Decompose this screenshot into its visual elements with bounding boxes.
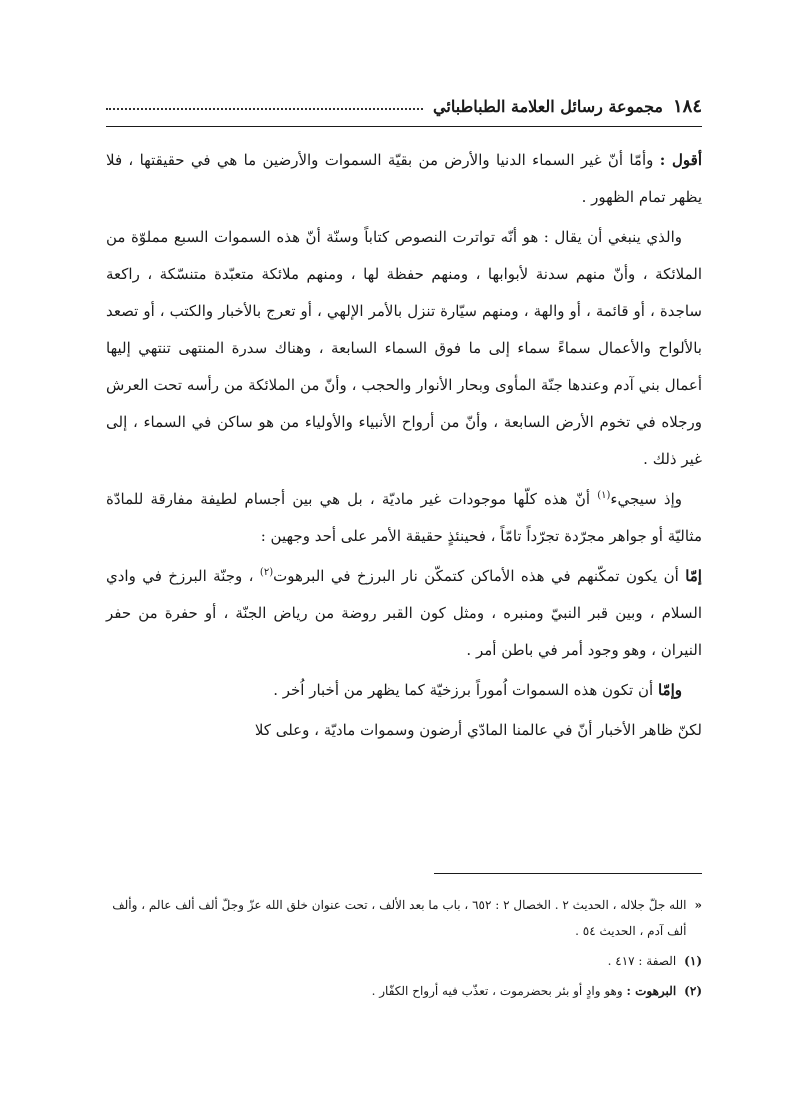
paragraph-3 bbox=[106, 481, 702, 555]
footnote-continued-mark: « bbox=[694, 898, 702, 912]
paragraph-1-lead: أقول : bbox=[659, 151, 702, 169]
footnotes bbox=[106, 892, 702, 1008]
running-header bbox=[106, 86, 702, 127]
paragraph-4-text-after: ، وجنّة البرزخ في وادي السلام ، وبين قبر النبيّ ومنبره ، ومثل كون القبر روضة من رياض الجنّة ، أو حفرة من حفر النيران ، وهو وجود أمر في باطن أمر . bbox=[106, 567, 703, 659]
footnote-1-text: الصفة : ٤١٧ . bbox=[607, 954, 677, 968]
paragraph-3-text-after: أنّ هذه كلّها موجودات غير ماديّة ، بل هي بين أجسام لطيفة مفارقة للمادّة مثاليّة أو جواهر مجرّدة تجرّداً تامّاً ، فحينئذٍ حقيقة الأمر على أحد وجهين : bbox=[106, 490, 702, 545]
footnote-2-mark: (٢) bbox=[684, 984, 702, 998]
footnote-1-mark: (١) bbox=[684, 954, 702, 968]
paragraph-5-lead: وإمّا bbox=[657, 681, 682, 699]
header-leader-dots bbox=[106, 108, 423, 110]
paragraph-3-text-before: وإذ سيجيء bbox=[610, 490, 682, 508]
paragraph-4 bbox=[106, 558, 702, 669]
footnote-2-body bbox=[106, 978, 676, 1004]
footnote-ref-1[interactable]: (١) bbox=[597, 490, 611, 501]
page-number: ١٨٤ bbox=[672, 95, 702, 117]
paragraph-1 bbox=[106, 142, 702, 216]
footnote-separator bbox=[434, 873, 702, 874]
paragraph-4-text-before: أن يكون تمكّنهم في هذه الأماكن كتمكّن نار البرزخ في البرهوت bbox=[273, 567, 679, 585]
footnote-2-term: البرهوت : bbox=[626, 984, 677, 998]
paragraph-2-text: والذي ينبغي أن يقال : هو أنّه تواترت النصوص كتاباً وسنّة أنّ هذه السموات السبع مملوّة من الملائكة ، وأنّ منهم سدنة لأبوابها ، ومنهم حفظة لها ، ومنهم ملائكة متعبّدة متنسّكة ، راكعة ساجدة ، أو قائمة ، أو والهة ، ومنهم سيّارة تنزل بالأمر الإلهي ، أو تعرج بالأخبار والكتب ، أو تصعد بالألواح والأعمال سماءً سماء إلى ما فوق السماء السابعة ، وهناك سدرة المنتهى تنتهي إليها أعمال بني آدم وعندها جنّة المأوى وبحار الأنوار والحجب ، وأنّ من الملائكة من رأسه تحت العرش ورجلاه في تخوم الأرض السابعة ، وأنّ من أرواح الأنبياء والأولياء من هو ساكن في السماء ، إلى غير ذلك . bbox=[106, 228, 702, 468]
paragraph-5 bbox=[106, 672, 702, 709]
paragraph-4-lead: إمّا bbox=[685, 567, 702, 585]
footnote-continued bbox=[106, 892, 702, 944]
paragraph-2 bbox=[106, 219, 702, 478]
paragraph-1-text: وأمّا أنّ غير السماء الدنيا والأرض من بقيّة السموات والأرضين ما هي في حقيقتها ، فلا يظهر تمام الظهور . bbox=[106, 151, 702, 206]
footnote-continued-text: الله جلّ جلاله ، الحديث ٢ . الخصال ٢ : ٦٥٢ ، باب ما بعد الألف ، تحت عنوان خلق الله عزّ وجلّ ألف ألف عالم ، وألف ألف آدم ، الحديث ٥٤ . bbox=[112, 898, 687, 938]
paragraph-5-text: أن تكون هذه السموات اُموراً برزخيّة كما يظهر من أخبار اُخر . bbox=[273, 681, 654, 699]
main-text bbox=[106, 142, 702, 752]
book-title: مجموعة رسائل العلامة الطباطبائي bbox=[433, 96, 663, 116]
footnote-2 bbox=[106, 978, 702, 1004]
footnote-2-text: وهو وادٍ أو بئر بحضرموت ، تعذّب فيه أرواح الكفّار . bbox=[371, 984, 623, 998]
footnote-1 bbox=[106, 948, 702, 974]
paragraph-6 bbox=[106, 712, 702, 749]
paragraph-6-text: لكنّ ظاهر الأخبار أنّ في عالمنا المادّي أرضون وسموات ماديّة ، وعلى كلا bbox=[254, 721, 702, 739]
footnote-ref-2[interactable]: (٢) bbox=[259, 567, 274, 578]
